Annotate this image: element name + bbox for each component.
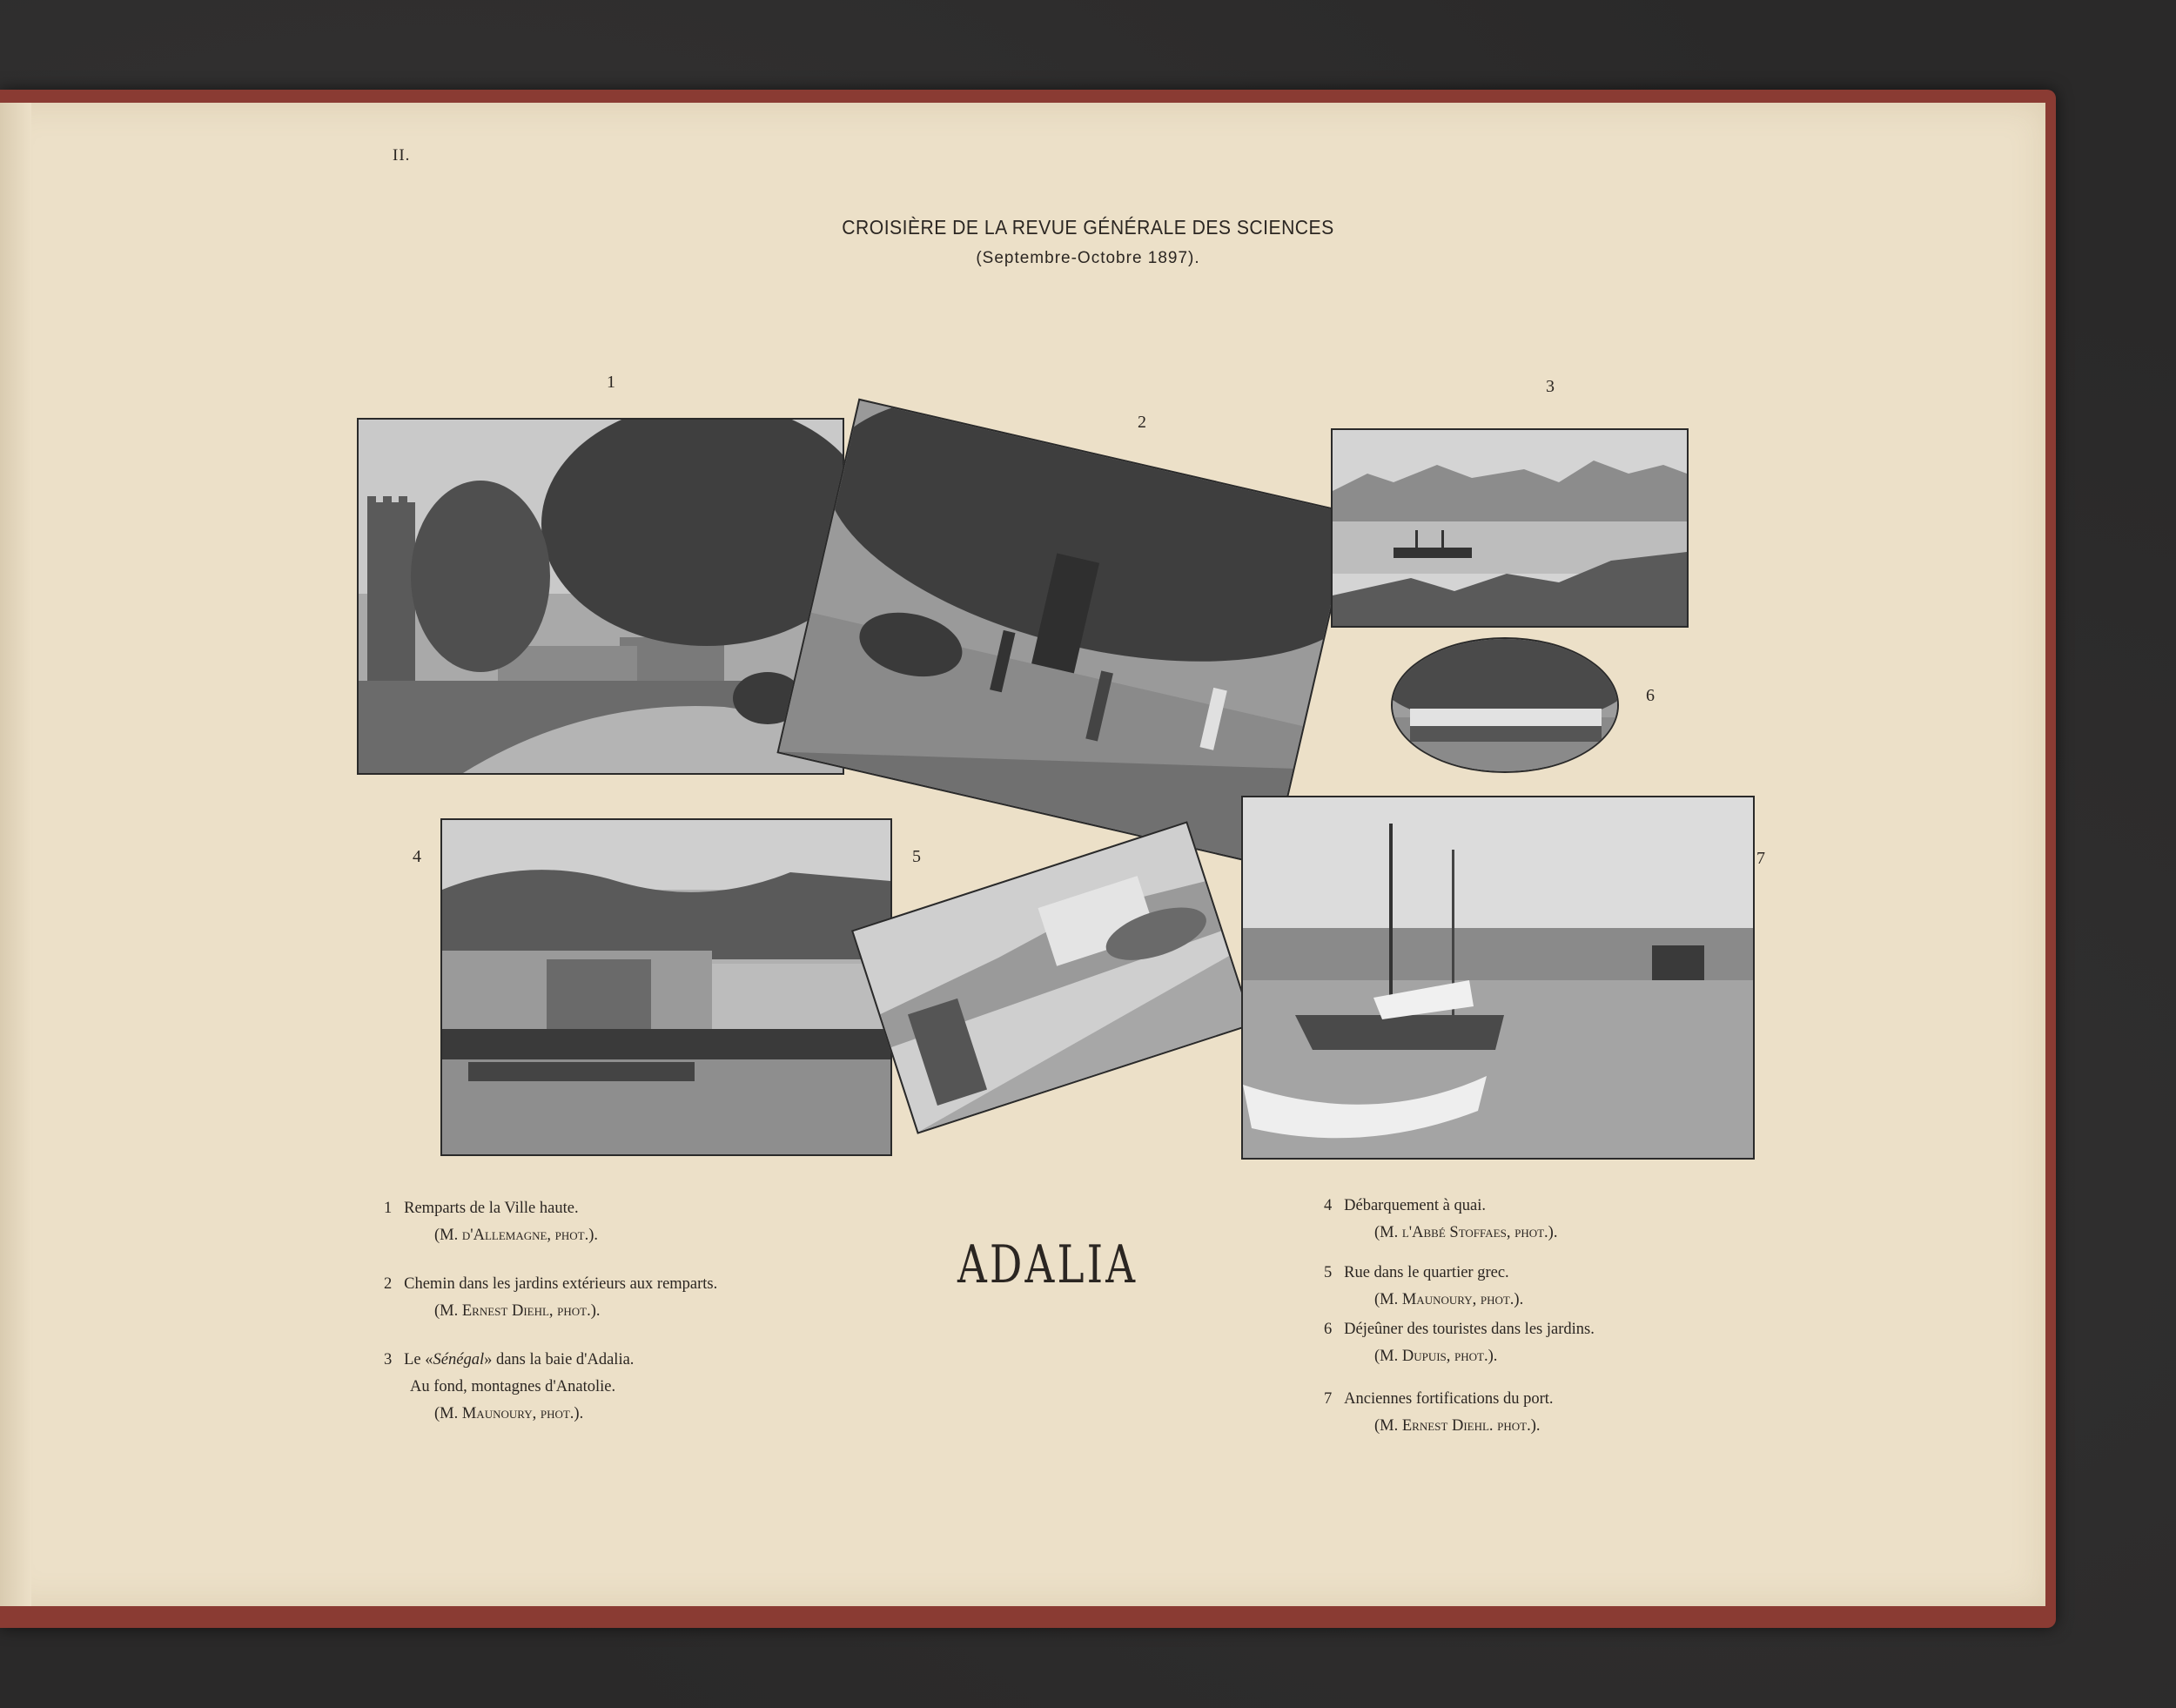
caption-4-credit: (M. l'Abbé Stoffaes, phot.). [1374,1224,1558,1241]
main-title: ADALIA [957,1234,1138,1295]
caption-5-title: Rue dans le quartier grec. [1344,1264,1509,1281]
photo-harbour [1241,796,1755,1160]
photo-quay-landing [440,818,892,1156]
photo-number-4: 4 [413,847,421,866]
caption-1-number: 1 [384,1200,393,1217]
caption-4-title: Débarquement à quai. [1344,1197,1486,1214]
photo-number-1: 1 [607,373,615,392]
photo-number-5: 5 [912,847,921,866]
page-gutter [0,103,31,1606]
caption-6 [1324,1316,1595,1370]
caption-6-title: Déjeûner des touristes dans les jardins. [1344,1321,1595,1338]
caption-3 [384,1347,634,1428]
photo-number-3: 3 [1546,377,1555,396]
caption-4 [1324,1193,1557,1247]
caption-3-number: 3 [384,1351,393,1368]
photo-number-7: 7 [1756,849,1765,868]
header-title: CROISIÈRE DE LA REVUE GÉNÉRALE DES SCIENCES [842,216,1334,239]
caption-7 [1324,1386,1554,1440]
caption-2-credit: (M. Ernest Diehl, phot.). [434,1302,601,1320]
caption-1 [384,1195,598,1249]
photo-garden-lunch [1391,637,1619,773]
caption-2-number: 2 [384,1275,393,1293]
photo-number-2: 2 [1138,413,1146,432]
caption-1-credit: (M. d'Allemagne, phot.). [434,1227,599,1244]
caption-2 [384,1271,717,1325]
photo-ramparts [357,418,844,775]
caption-5-number: 5 [1324,1264,1333,1281]
caption-5 [1324,1260,1523,1314]
caption-1-title: Remparts de la Ville haute. [404,1200,579,1217]
caption-6-credit: (M. Dupuis, phot.). [1374,1348,1498,1365]
header-subtitle: (Septembre-Octobre 1897). [976,249,1200,267]
photo-bay [1331,428,1689,628]
caption-7-credit: (M. Ernest Diehl. phot.). [1374,1417,1541,1435]
caption-2-title: Chemin dans les jardins extérieurs aux remparts. [404,1275,718,1293]
caption-4-number: 4 [1324,1197,1333,1214]
caption-3-credit: (M. Maunoury, phot.). [434,1405,584,1422]
caption-7-title: Anciennes fortifications du port. [1344,1390,1554,1408]
page-number: II. [393,146,411,165]
caption-3-subtitle: Au fond, montagnes d'Anatolie. [410,1378,616,1395]
caption-3-title-post: » dans la baie d'Adalia. [484,1351,635,1368]
caption-3-ship-name: Sénégal [433,1351,485,1368]
caption-6-number: 6 [1324,1321,1333,1338]
caption-7-number: 7 [1324,1390,1333,1408]
photo-number-6: 6 [1646,686,1655,705]
caption-5-credit: (M. Maunoury, phot.). [1374,1291,1524,1308]
caption-3-title-pre: Le « [404,1351,433,1368]
